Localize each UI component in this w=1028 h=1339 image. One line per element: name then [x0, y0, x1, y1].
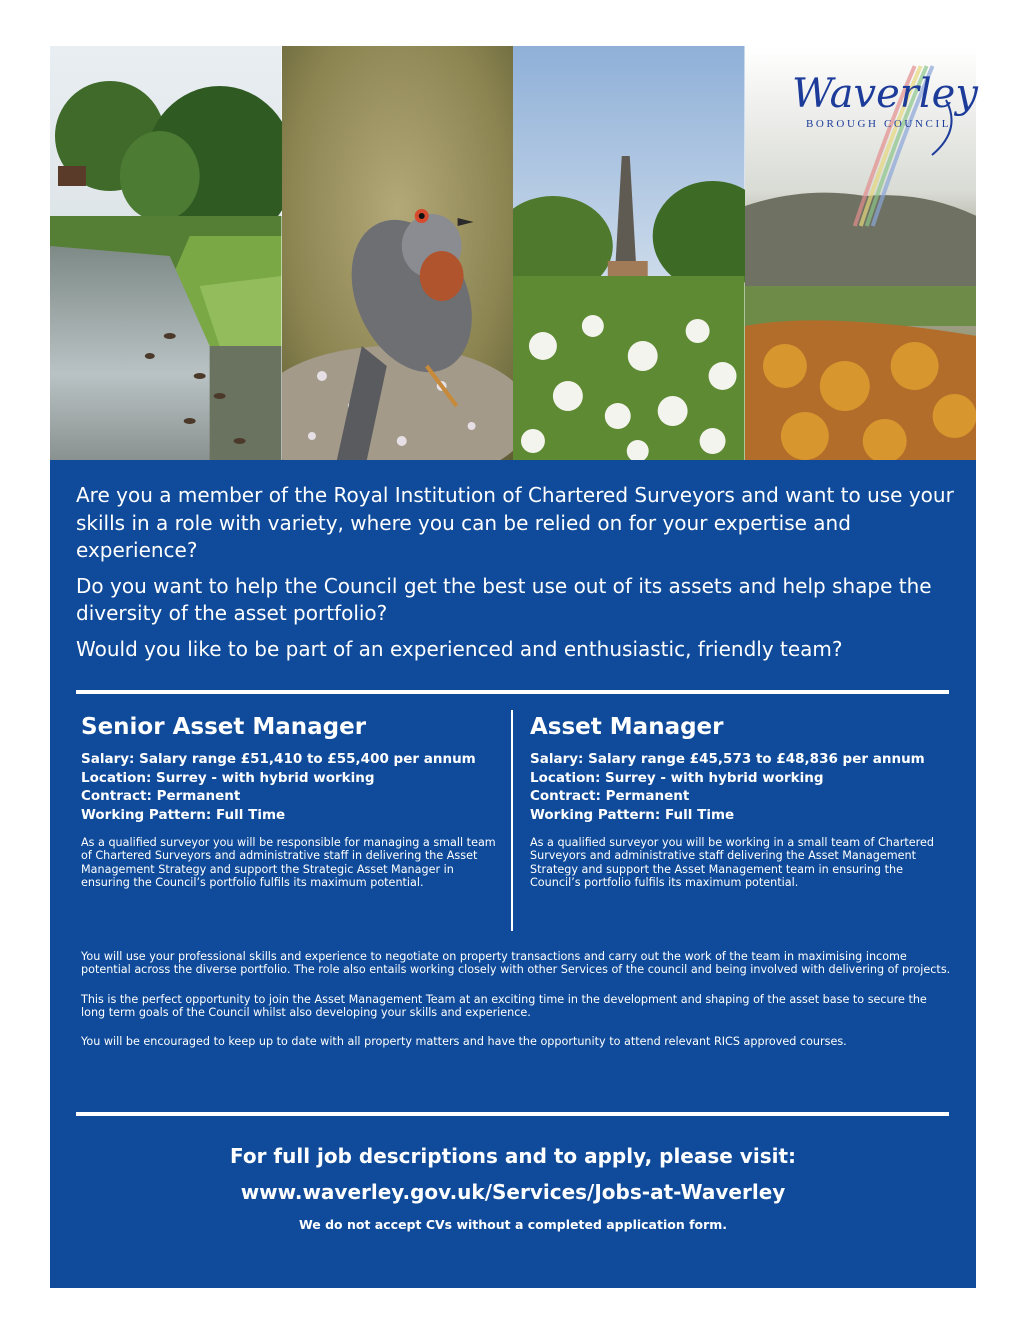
- recruitment-poster: [50, 46, 976, 1288]
- senior-contract: Contract: Permanent: [81, 788, 241, 804]
- body-paragraph-2: This is the perfect opportunity to join the Asset Management Team at an exciting time in the development and shaping of the asset base to secure the long term goals of the Council whilst also developing your skills and experience.: [81, 992, 927, 1019]
- river-photo: [50, 46, 282, 460]
- call-to-action: [50, 1138, 976, 1240]
- asset-job-title: Asset Manager: [530, 714, 724, 740]
- senior-asset-manager-column: [81, 710, 501, 889]
- column-divider: [511, 710, 513, 931]
- logo-subtitle: BOROUGH COUNCIL: [806, 118, 952, 130]
- intro-questions: [76, 482, 956, 671]
- logo-wordmark: Waverley: [792, 71, 978, 117]
- body-text: [81, 950, 951, 1064]
- asset-description: As a qualified surveyor you will be working in a small team of Chartered Surveyors and administrative staff delivering the Asset Management Strategy and support the Asset Management team in ensuring the Council’s portfolio fulfils its maximum potential.: [530, 836, 934, 889]
- divider-rule-bottom: [76, 1112, 949, 1116]
- senior-salary: Salary: Salary range £51,410 to £55,400 per annum: [81, 751, 476, 767]
- body-paragraph-1: You will use your professional skills and experience to negotiate on property transactions and carry out the work of the team in maximising income potential across the diverse portfolio. The role also entails working closely with other Services of the council and being involved with delivering of projects.: [81, 950, 951, 977]
- intro-question-2: Do you want to help the Council get the best use out of its assets and help shape the diversity of the asset portfolio?: [76, 573, 932, 625]
- asset-manager-column: [530, 710, 950, 889]
- church-photo: [513, 46, 745, 460]
- asset-location: Location: Surrey - with hybrid working: [530, 769, 824, 786]
- asset-salary: Salary: Salary range £45,573 to £48,836 per annum: [530, 751, 925, 767]
- senior-location: Location: Surrey - with hybrid working: [81, 769, 375, 786]
- cv-note: We do not accept CVs without a completed application form.: [298, 1217, 728, 1232]
- asset-working-pattern: Working Pattern: Full Time: [530, 806, 735, 823]
- intro-question-3: Would you like to be part of an experienced and enthusiastic, friendly team?: [76, 636, 843, 661]
- bird-photo: [282, 46, 514, 460]
- asset-contract: Contract: Permanent: [530, 788, 690, 804]
- waverley-logo: [792, 70, 978, 160]
- senior-description: As a qualified surveyor you will be responsible for managing a small team of Chartered Surveyors and administrative staff in delivering the Asset Management Strategy and support the Strategic Asset Manager in ensuring the Council’s portfolio fulfils its maximum potential.: [81, 836, 496, 889]
- asset-job-facts: [530, 750, 950, 824]
- cta-heading: For full job descriptions and to apply, please visit:: [229, 1144, 797, 1168]
- info-panel: [50, 460, 976, 1288]
- senior-working-pattern: Working Pattern: Full Time: [81, 806, 286, 823]
- senior-job-title: Senior Asset Manager: [81, 714, 367, 740]
- jobs-url-link[interactable]: www.waverley.gov.uk/Services/Jobs-at-Waverley: [240, 1180, 786, 1204]
- photo-strip: [50, 46, 976, 460]
- senior-job-facts: [81, 750, 501, 824]
- intro-question-1: Are you a member of the Royal Institution of Chartered Surveyors and want to use your skills in a role with variety, where you can be relied on for your expertise and experience?: [76, 483, 954, 562]
- body-paragraph-3: You will be encouraged to keep up to date with all property matters and have the opportunity to attend relevant RICS approved courses.: [81, 1035, 847, 1049]
- divider-rule-top: [76, 690, 949, 694]
